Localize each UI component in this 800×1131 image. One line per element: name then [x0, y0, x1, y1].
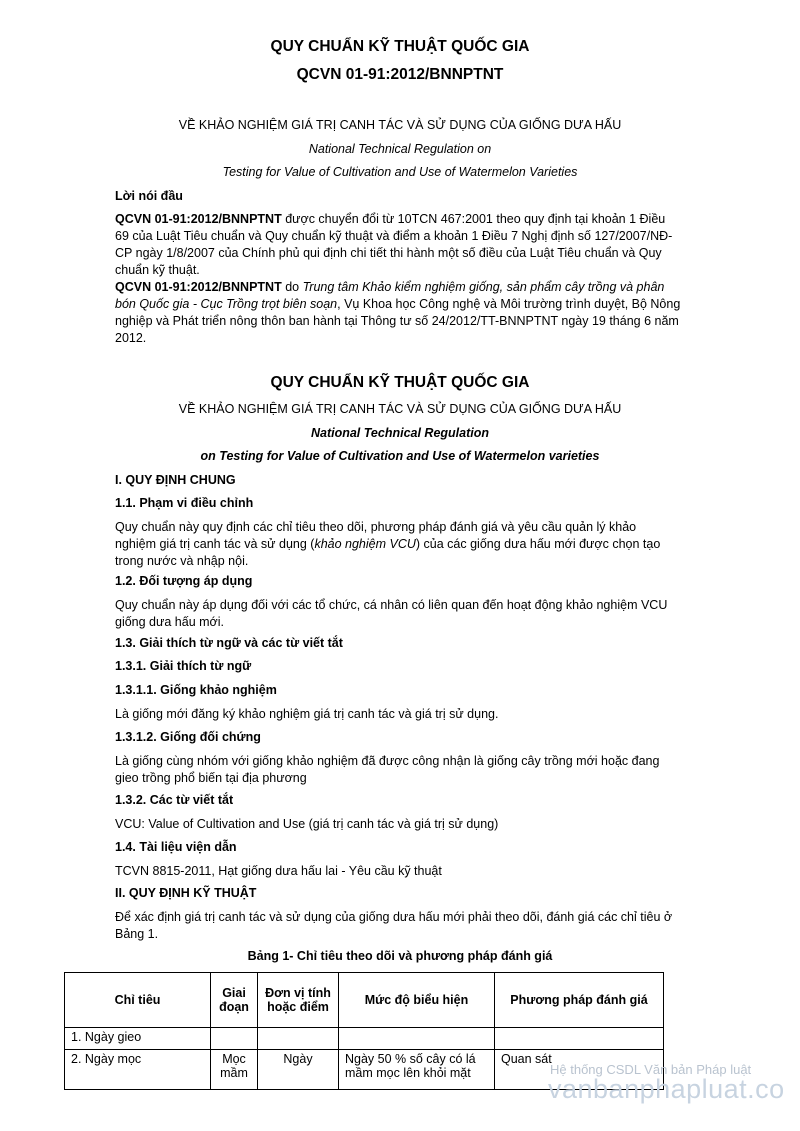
table-cell: 2. Ngày mọc	[65, 1050, 211, 1090]
text-fragment: ) của các giống dưa hấu mới được chọn tạo	[415, 537, 661, 551]
text-line: Để xác định giá trị canh tác và sử dụng của giống dưa hấu mới phải theo dõi, đánh giá các chỉ tiêu ở	[115, 910, 673, 924]
document-code: QCVN 01-91:2012/BNNPTNT	[296, 66, 504, 83]
table-cell: 1. Ngày gieo	[65, 1028, 211, 1050]
text-line: chuẩn kỹ thuật.	[115, 263, 200, 277]
table-header-row	[65, 973, 664, 1028]
table-header-cell: Mức độ biểu hiện	[339, 973, 495, 1028]
table-header-cell: Phương pháp đánh giá	[495, 973, 664, 1028]
section-heading: 1.1. Phạm vi điều chỉnh	[115, 496, 254, 510]
table-row	[65, 1028, 664, 1050]
section-paragraph	[115, 519, 727, 570]
section-paragraph: VCU: Value of Cultivation and Use (giá trị canh tác và giá trị sử dụng)	[115, 817, 499, 831]
text-fragment: , Vụ Khoa học Công nghệ và Môi trường trình duyệt, Bộ Nông	[337, 297, 681, 311]
text-line: Quy chuẩn này quy định các chỉ tiêu theo dõi, phương pháp đánh giá và yêu cầu quản lý khảo	[115, 520, 637, 534]
text-line: Quy chuẩn này áp dụng đối với các tổ chức, cá nhân có liên quan đến hoạt động khảo nghiệm VCU	[115, 598, 668, 612]
section-heading: 1.3.1. Giải thích từ ngữ	[115, 659, 252, 673]
text-fragment: nghiệm giá trị canh tác và sử dụng (	[115, 537, 315, 551]
watermark-text: Hệ thống CSDL Văn bản Pháp luật	[550, 1062, 752, 1077]
table-header-cell: Giai đoạn	[211, 973, 258, 1028]
table-cell: Ngày	[258, 1050, 339, 1090]
text-fragment-italic: khảo nghiệm VCU	[314, 537, 416, 551]
document-subject: VỀ KHẢO NGHIỆM GIÁ TRỊ CANH TÁC VÀ SỬ DỤNG CỦA GIỐNG DƯA HẤU	[178, 118, 622, 132]
table-caption: Bảng 1- Chỉ tiêu theo dõi và phương pháp đánh giá	[247, 949, 553, 963]
text-line: giống dưa hấu mới.	[115, 615, 224, 629]
watermark-site: vanbanphapluat.co	[548, 1074, 785, 1104]
text-fragment-italic: Trung tâm Khảo kiểm nghiệm giống, sản phẩm cây trồng và phân	[302, 280, 665, 294]
section-paragraph: Là giống mới đăng ký khảo nghiệm giá trị canh tác và giá trị sử dụng.	[115, 707, 499, 721]
foreword-paragraph-2	[115, 279, 727, 347]
table-header-cell: Đơn vị tính hoặc điểm	[258, 973, 339, 1028]
section-heading: 1.3.2. Các từ viết tắt	[115, 793, 234, 807]
table-cell: Quan sát	[495, 1050, 664, 1090]
section-heading: 1.3. Giải thích từ ngữ và các từ viết tắt	[115, 636, 343, 650]
text-line: được chuyển đổi từ 10TCN 467:2001 theo quy định tại khoản 1 Điều	[281, 212, 666, 226]
section-heading: 1.4. Tài liệu viện dẫn	[115, 840, 237, 854]
section-heading: 1.3.1.1. Giống khảo nghiệm	[115, 683, 277, 697]
section-paragraph: TCVN 8815-2011, Hạt giống dưa hấu lai - Yêu cầu kỹ thuật	[115, 864, 442, 878]
table-cell: Mọc mầm	[211, 1050, 258, 1090]
section-heading: II. QUY ĐỊNH KỸ THUẬT	[115, 886, 257, 900]
table-cell: Ngày 50 % số cây có lá mầm mọc lên khỏi mặt	[339, 1050, 495, 1090]
table-cell	[495, 1028, 664, 1050]
table-cell	[258, 1028, 339, 1050]
foreword-heading: Lời nói đầu	[115, 189, 183, 203]
text-line: Bảng 1.	[115, 927, 159, 941]
text-line: Là giống cùng nhóm với giống khảo nghiệm đã được công nhận là giống cây trồng mới hoặc đang	[115, 754, 660, 768]
second-english-line1: National Technical Regulation	[310, 426, 490, 440]
text-line: 69 của Luật Tiêu chuẩn và Quy chuẩn kỹ thuật và điểm a khoản 1 Điều 7 Nghị định số 127/2007/NĐ-	[115, 229, 673, 243]
text-line: gieo trồng phổ biến tại địa phương	[115, 771, 307, 785]
section-paragraph	[115, 909, 727, 943]
text-line: 2012.	[115, 331, 147, 345]
document-title: QUY CHUẨN KỸ THUẬT QUỐC GIA	[270, 38, 530, 55]
foreword-paragraph-1	[115, 211, 727, 279]
text-fragment-italic: bón Quốc gia - Cục Trồng trọt biên soạn	[115, 297, 338, 311]
section-paragraph	[115, 753, 727, 787]
regulation-code-ref: QCVN 01-91:2012/BNNPTNT	[115, 212, 282, 226]
text-line: nghiệp và Phát triển nông thôn ban hành tại Thông tư số 24/2012/TT-BNNPTNT ngày 19 tháng 6 năm	[115, 314, 679, 328]
table-cell	[339, 1028, 495, 1050]
section-heading: 1.3.1.2. Giống đối chứng	[115, 730, 261, 744]
table-cell	[211, 1028, 258, 1050]
table-header-cell: Chỉ tiêu	[65, 973, 211, 1028]
text-line: trong nước và nhập nội.	[115, 554, 249, 568]
section-heading: I. QUY ĐỊNH CHUNG	[115, 473, 236, 487]
second-english-line2: on Testing for Value of Cultivation and Use of Watermelon varieties	[200, 449, 600, 463]
text-line: CP ngày 1/8/2007 của Chính phủ qui định chi tiết thi hành một số điều của Luật Tiêu chuẩn và Quy	[115, 246, 662, 260]
text-fragment: do	[281, 280, 303, 294]
english-title-line1: National Technical Regulation on	[308, 142, 492, 156]
section-heading: 1.2. Đối tượng áp dụng	[115, 574, 253, 588]
regulation-code-ref: QCVN 01-91:2012/BNNPTNT	[115, 280, 282, 294]
english-title-line2: Testing for Value of Cultivation and Use of Watermelon Varieties	[222, 165, 578, 179]
second-title: QUY CHUẨN KỸ THUẬT QUỐC GIA	[270, 374, 530, 391]
second-subject: VỀ KHẢO NGHIỆM GIÁ TRỊ CANH TÁC VÀ SỬ DỤNG CỦA GIỐNG DƯA HẤU	[178, 402, 622, 416]
section-paragraph	[115, 597, 727, 631]
